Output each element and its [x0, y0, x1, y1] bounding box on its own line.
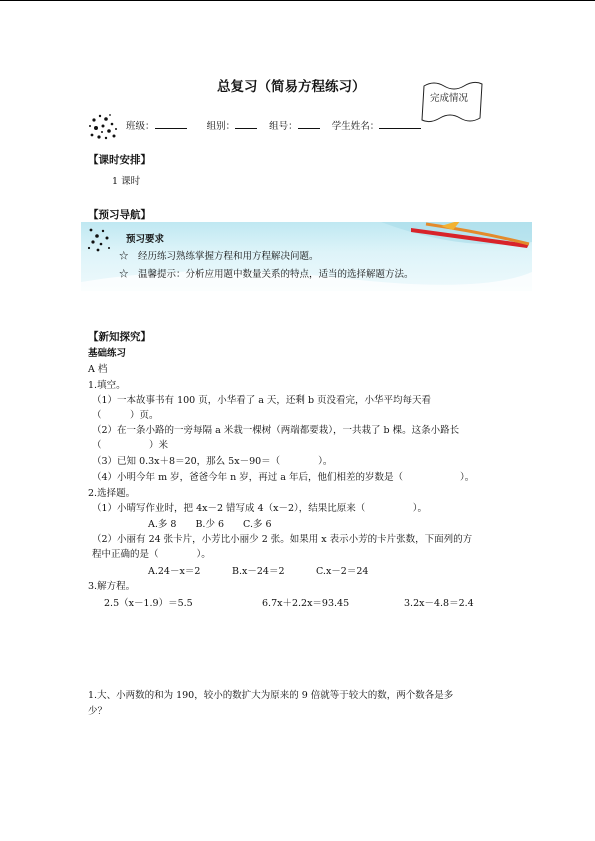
q2-option-b: B.x－24＝2: [232, 566, 285, 577]
q2-line-2: （2）小丽有 24 张卡片，小芳比小丽少 2 张。如果用 x 表示小芳的卡片张数，下面列的方: [92, 534, 473, 545]
q3-title: 3.解方程。: [88, 581, 136, 592]
status-box-label: 完成情况: [430, 93, 469, 104]
q1-line-2b: （ ）米: [92, 440, 169, 451]
q2-line-1: （1）小晴写作业时，把 4x－2 错写成 4（x－2），结果比原来（ ）。: [92, 503, 427, 514]
equation-3: 3.2x－4.8＝2.4: [404, 598, 474, 609]
preview-heading: 【预习导航】: [88, 209, 151, 221]
preview-item-1: ☆ 经历练习熟练掌握方程和用方程解决问题。: [119, 251, 319, 262]
group-blank: [235, 118, 257, 129]
word-problem-line-1: 1.大、小两数的和为 190，较小的数扩大为原来的 9 倍就等于较大的数，两个数各是多: [88, 690, 454, 701]
preview-req-title: 预习要求: [126, 234, 165, 245]
preview-banner: [81, 222, 532, 291]
word-problem-line-2: 少？: [88, 706, 108, 717]
q2-title: 2.选择题。: [88, 488, 136, 499]
q2-line-2b: 程中正确的是（ ）。: [92, 549, 211, 560]
equation-2: 6.7x＋2.2x＝93.45: [262, 598, 350, 609]
stamp-smudge-icon: [86, 110, 120, 144]
page-title: 总复习（简易方程练习）: [217, 79, 366, 95]
group-no-label: 组号：: [269, 121, 298, 132]
class-blank: [155, 118, 187, 129]
schedule-heading: 【课时安排】: [88, 154, 151, 166]
equation-1: 2.5（x－1.9）＝5.5: [104, 598, 193, 609]
q2-line-1-options: A.多 8 B.少 6 C.多 6: [148, 519, 272, 530]
group-no-blank: [298, 118, 320, 129]
q1-line-1: （1）一本故事书有 100 页，小华看了 a 天，还剩 b 页没看完，小华平均每天看: [92, 395, 432, 406]
q1-title: 1.填空。: [88, 380, 126, 391]
q1-line-3: （3）已知 0.3x＋8＝20，那么 5x－90＝（ ）。: [92, 456, 333, 467]
explore-heading: 【新知探究】: [88, 331, 151, 343]
q1-line-2: （2）在一条小路的一旁每隔 a 米栽一棵树（两端都要栽），一共栽了 b 棵。这条小路长: [92, 425, 460, 436]
q2-option-c: C.x－2＝24: [316, 566, 369, 577]
group-label: 组别：: [206, 121, 236, 132]
student-name-blank: [379, 118, 421, 129]
student-name-label: 学生姓名：: [331, 121, 380, 132]
basic-practice-heading: 基础练习: [88, 348, 127, 359]
q2-option-a: A.24－x＝2: [148, 566, 201, 577]
level-a-label: A 档: [88, 364, 108, 375]
schedule-value: 1 课时: [112, 176, 141, 187]
q1-line-4: （4）小明今年 m 岁，爸爸今年 n 岁，再过 a 年后，他们相差的岁数是（ ）。: [92, 472, 475, 483]
student-info-row: [126, 118, 421, 132]
preview-item-2: ☆ 温馨提示：分析应用题中数量关系的特点，适当的选择解题方法。: [119, 269, 414, 280]
q1-line-1b: （ ）页。: [92, 410, 159, 421]
class-label: 班级：: [126, 121, 155, 132]
page-top-border: [0, 0, 595, 1]
